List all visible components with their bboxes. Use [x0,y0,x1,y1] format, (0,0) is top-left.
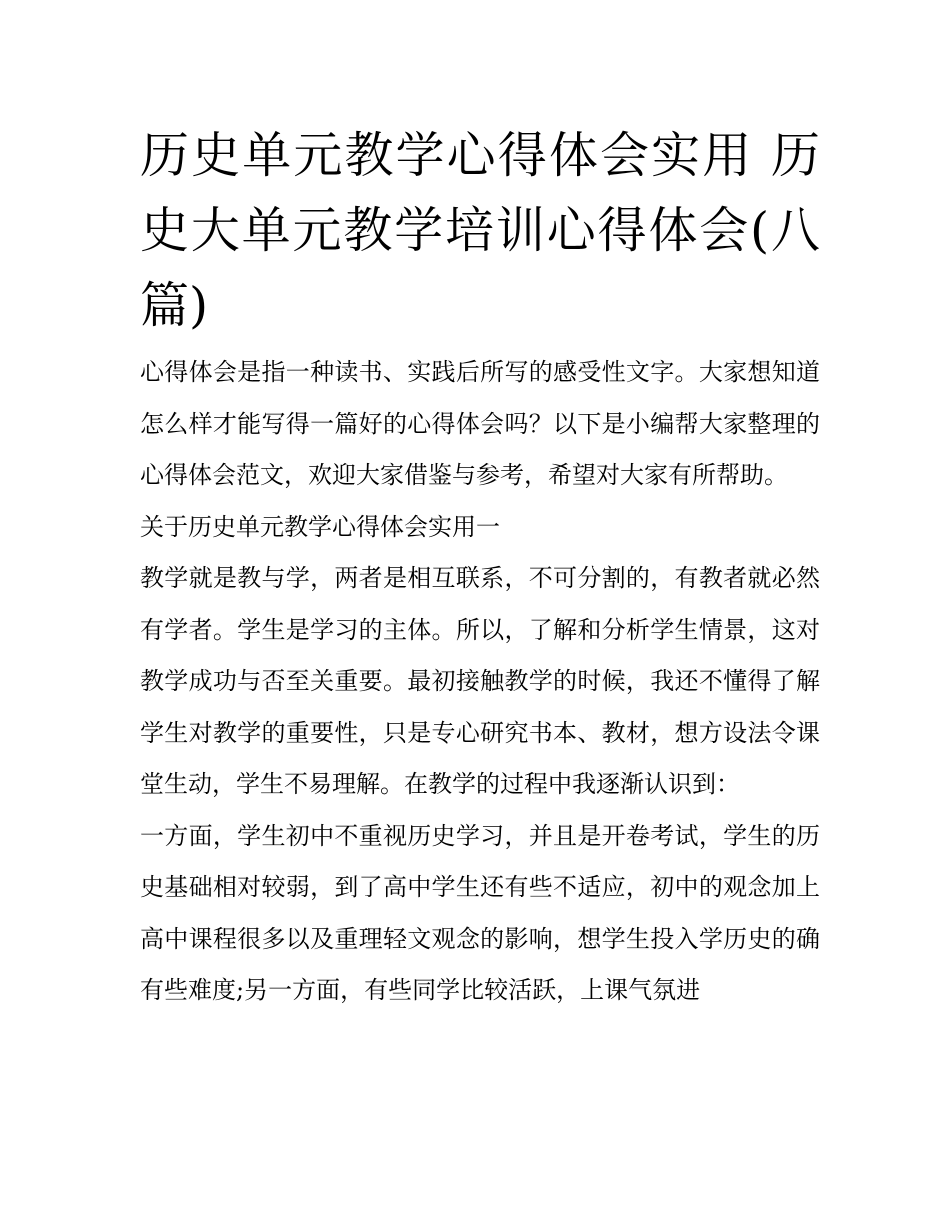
section-heading: 关于历史单元教学心得体会实用一 [140,512,500,541]
intro-paragraph: 心得体会是指一种读书、实践后所写的感受性文字。大家想知道怎么样才能写得一篇好的心得体会吗？以下是小编帮大家整理的心得体会范文，欢迎大家借鉴与参考，希望对大家有所帮助。 [140,358,820,489]
document-title: 历史单元教学心得体会实用 历史大单元教学培训心得体会(八篇) [140,127,820,334]
body-paragraph-1: 教学就是教与学，两者是相互联系，不可分割的，有教者就必然有学者。学生是学习的主体。所以，了解和分析学生情景，这对教学成功与否至关重要。最初接触教学的时候，我还不懂得了解学生对教学的重要性，只是专心研究书本、教材，想方设法令课堂生动，学生不易理解。在教学的过程中我逐渐认识到： [140,564,820,798]
body-paragraph-2: 一方面，学生初中不重视历史学习，并且是开卷考试，学生的历史基础相对较弱，到了高中学生还有些不适应，初中的观念加上高中课程很多以及重理轻文观念的影响，想学生投入学历史的确有些难度;另一方面，有些同学比较活跃，上课气氛进 [140,821,820,1004]
document-body [140,118,820,1017]
